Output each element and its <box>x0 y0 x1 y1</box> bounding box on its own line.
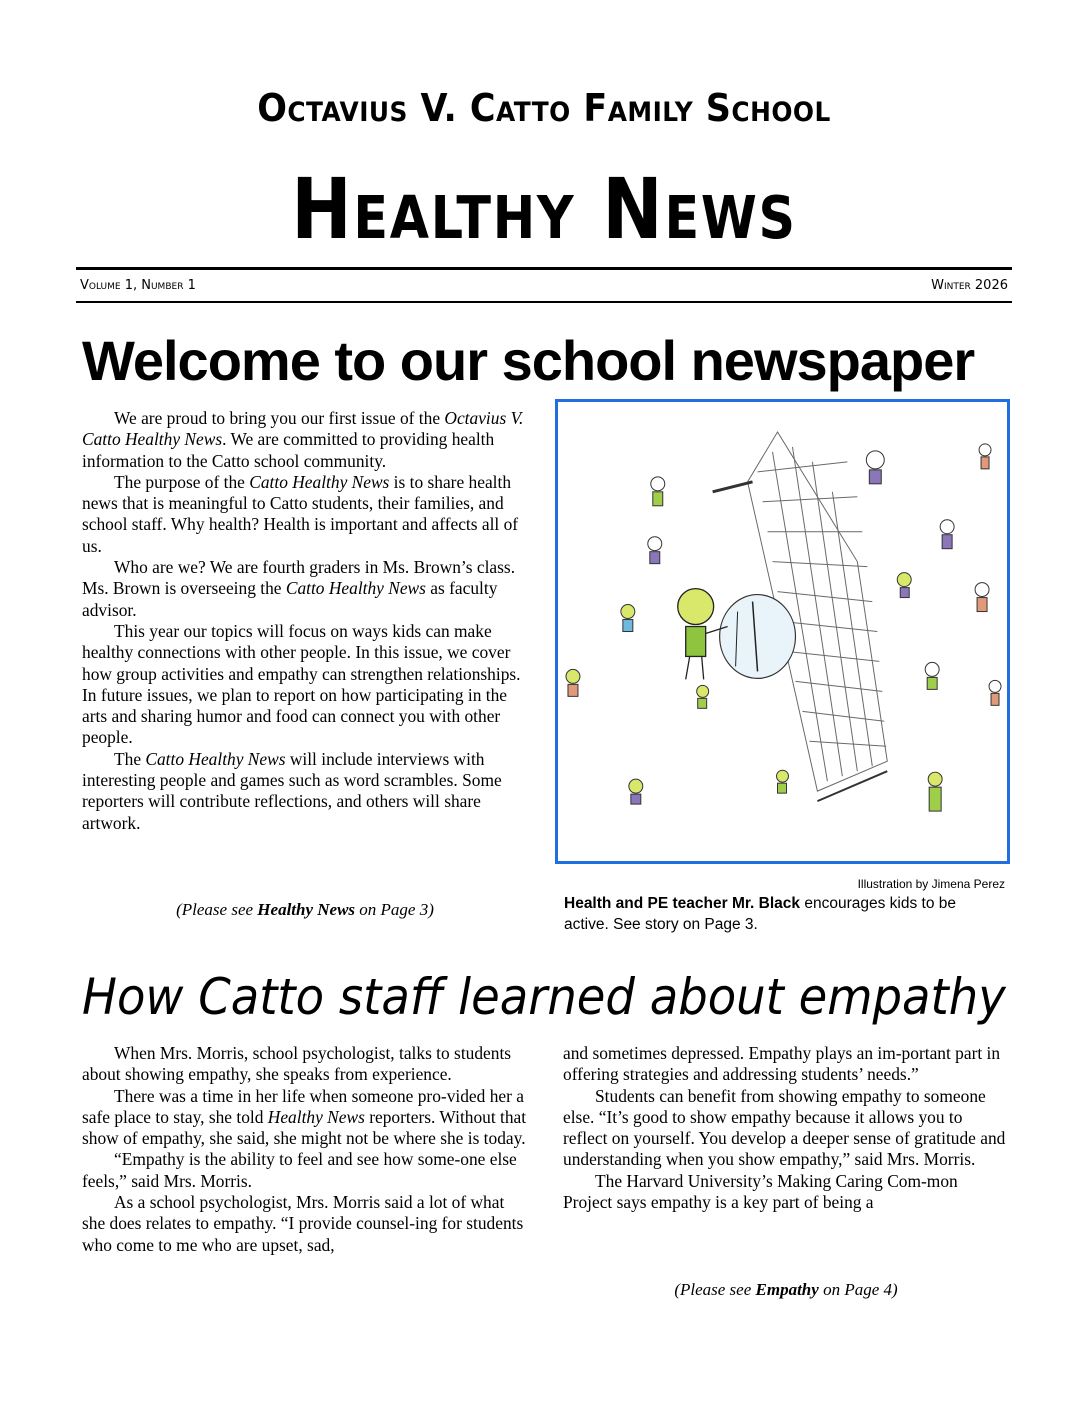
illustration-frame <box>555 399 1010 864</box>
caption-bold: Health and PE teacher Mr. Black <box>564 895 801 912</box>
article-1-paragraph: This year our topics will focus on ways kids can make healthy connections with other people. In this issue, we cover how group activities and empathy can strengthen relationships. In future issues, we plan to report on how participating in the arts and sharing humor and food can connect you with other people. <box>82 620 521 748</box>
article-1-paragraph: We are proud to bring you our first issue of the Octavius V. Catto Healthy News. We are committed to providing health information to the Catto school community. <box>82 408 524 471</box>
newsletter-title: Healthy News <box>291 160 797 258</box>
article-2-paragraph: When Mrs. Morris, school psychologist, talks to students about showing empathy, she speaks from experience. <box>82 1043 512 1085</box>
article-1-paragraph: Who are we? We are fourth graders in Ms. Brown’s class. Ms. Brown is overseeing the Catto Healthy News as faculty advisor. <box>82 557 516 620</box>
article-2-paragraph: “Empathy is the ability to feel and see how some-one else feels,” said Mrs. Morris. <box>82 1149 517 1191</box>
article-2-headline: How Catto staff learned about empathy <box>82 968 1006 1026</box>
article-2-paragraph: and sometimes depressed. Empathy plays an im-portant part in offering strategies and addressing students’ needs.” <box>563 1043 1001 1085</box>
article-2-right-column <box>563 1043 1009 1213</box>
illustration-caption <box>564 893 1004 935</box>
child-drawing-illustration <box>558 402 1007 861</box>
issue-season: Winter 2026 <box>931 278 1008 293</box>
article-2-jump-line: (Please see Empathy on Page 4) <box>674 1280 898 1299</box>
illustration-credit: Illustration by Jimena Perez <box>857 877 1005 891</box>
volume-number: Volume 1, Number 1 <box>80 278 196 293</box>
article-1-headline: Welcome to our school newspaper <box>82 329 975 392</box>
article-2-paragraph: The Harvard University’s Making Caring Com-mon Project says empathy is a key part of being a <box>563 1170 958 1213</box>
school-name: Octavius V. Catto Family School <box>257 86 831 130</box>
caption-text: encourages kids to be active. See story on Page 3. <box>564 895 957 933</box>
article-1-paragraph: The purpose of the Catto Healthy News is to share health news that is meaningful to Catto students, their families, and school staff. Why health? Health is important and affects all of us. <box>82 471 519 556</box>
article-1-paragraph: The Catto Healthy News will include interviews with interesting people and games such as word scrambles. Some reporters will contribute reflections, and others will share artwork. <box>82 748 502 833</box>
article-1-jump-line: (Please see Healthy News on Page 3) <box>176 900 434 919</box>
article-2-left-column <box>82 1043 528 1256</box>
article-2-paragraph: Students can benefit from showing empathy to someone else. “It’s good to show empathy because it allows you to reflect on yourself. You develop a deeper sense of gratitude and understanding when you show empathy,” said Mrs. Morris. <box>563 1085 1006 1170</box>
masthead-rule-bottom <box>76 301 1012 303</box>
masthead-rule-top <box>76 267 1012 270</box>
article-2-paragraph: As a school psychologist, Mrs. Morris said a lot of what she does relates to empathy. “I provide counsel-ing for students who come to me who are upset, sad, <box>82 1192 524 1255</box>
article-1-body <box>82 408 528 834</box>
issue-line <box>80 278 1008 293</box>
article-2-paragraph: There was a time in her life when someone pro-vided her a safe place to stay, she told Healthy News reporters. Without that show of empathy, she said, she might not be where she is today. <box>82 1085 527 1149</box>
